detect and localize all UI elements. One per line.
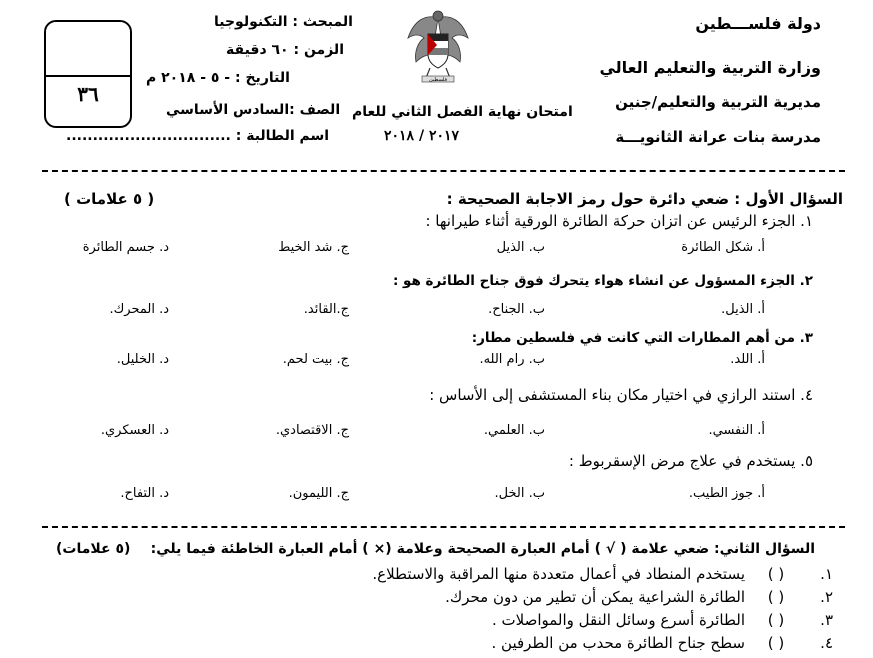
q1-option-d[interactable]: د. جسم الطائرة [82,240,169,255]
section-divider [42,526,845,528]
section1-title: السؤال الأول : ضعي دائرة حول رمز الاجابة الصحيحة : [446,190,843,208]
score-total: ٣٦ [77,82,99,106]
q3-option-d[interactable]: د. الخليل. [116,352,169,367]
q5-option-a[interactable]: أ. جوز الطيب. [688,486,765,501]
student-name-field[interactable]: اسم الطالبة : ............................... [66,128,330,144]
q2-option-d[interactable]: د. المحرك. [109,302,169,317]
question-4: ٤. استند الرازي في اختيار مكان بناء المستشفى إلى الأساس : [429,386,813,404]
emblem-caption: فلسطين [429,77,447,83]
school-name: مدرسة بنات عرانة الثانويـــة [615,128,821,146]
tf-item-1-number: ١. [820,565,833,583]
q1-option-b[interactable]: ب. الذيل [496,240,545,255]
tf-item-2-answer[interactable]: ( ) [767,588,785,606]
section2-marks: (٥ علامات) [56,541,131,557]
directorate-name: مديرية التربية والتعليم/جنين [615,93,821,111]
question-2: ٢. الجزء المسؤول عن انشاء هواء يتحرك فوق جناح الطائرة هو : [392,273,813,289]
date-field: التاريخ : - ٥ - ٢٠١٨ م [146,70,290,86]
section1-marks: ( ٥ علامات ) [64,190,155,208]
tf-item-3-number: ٣. [820,611,833,629]
score-divider [46,75,130,77]
tf-item-1-text: يستخدم المنطاد في أعمال متعددة منها المراقبة والاستطلاع. [372,565,745,583]
tf-item-4 [491,634,833,652]
tf-item-3 [492,611,833,629]
tf-item-1 [372,565,833,583]
tf-item-1-answer[interactable]: ( ) [767,565,785,583]
q4-option-c[interactable]: ج. الاقتصادي. [275,423,349,438]
q2-option-b[interactable]: ب. الجناح. [488,302,545,317]
exam-title: امتحان نهاية الفصل الثاني للعام [352,104,573,120]
question-1: ١. الجزء الرئيس عن اتزان حركة الطائرة الورقية أثناء طيرانها : [425,212,813,230]
q3-option-c[interactable]: ج. بيت لحم. [282,352,349,367]
tf-item-3-answer[interactable]: ( ) [767,611,785,629]
q5-option-d[interactable]: د. التفاح. [120,486,169,501]
ministry-name: وزارة التربية والتعليم العالي [599,58,821,77]
q5-option-c[interactable]: ج. الليمون. [288,486,349,501]
state-name: دولة فلســـطين [695,14,821,33]
exam-year: ٢٠١٧ / ٢٠١٨ [384,128,460,144]
q1-option-a[interactable]: أ. شكل الطائرة [681,240,765,255]
question-5: ٥. يستخدم في علاج مرض الإسقربوط : [568,452,813,470]
score-box [44,20,132,128]
q4-option-a[interactable]: أ. النفسي. [708,423,765,438]
subject-field: المبحث : التكنولوجيا [214,14,353,30]
tf-item-2-number: ٢. [820,588,833,606]
palestine-emblem-icon [404,8,472,92]
q2-option-c[interactable]: ج.القائد. [303,302,349,317]
tf-item-4-text: سطح جناح الطائرة محدب من الطرفين . [491,634,745,652]
q4-option-d[interactable]: د. العسكري. [100,423,169,438]
q5-option-b[interactable]: ب. الخل. [494,486,545,501]
q3-option-b[interactable]: ب. رام الله. [479,352,545,367]
tf-item-3-text: الطائرة أسرع وسائل النقل والمواصلات . [491,611,745,629]
q3-option-a[interactable]: أ. اللد. [730,352,765,367]
grade-field: الصف :السادس الأساسي [166,102,341,118]
q1-option-c[interactable]: ج. شد الخيط [278,240,349,255]
q2-option-a[interactable]: أ. الذيل. [721,302,765,317]
tf-item-4-answer[interactable]: ( ) [767,634,785,652]
header-divider [42,170,845,172]
time-field: الزمن : ٦٠ دقيقة [226,42,344,58]
tf-item-2 [445,588,833,606]
question-3: ٣. من أهم المطارات التي كانت في فلسطين مطار: [471,330,813,346]
tf-item-2-text: الطائرة الشراعية يمكن أن تطير من دون محرك. [445,588,745,606]
section2-title: السؤال الثاني: ضعي علامة ( √ ) أمام العبارة الصحيحة وعلامة (× ) أمام العبارة الخاطئة فيما يلي: [150,541,815,557]
tf-item-4-number: ٤. [820,634,833,652]
q4-option-b[interactable]: ب. العلمي. [483,423,545,438]
